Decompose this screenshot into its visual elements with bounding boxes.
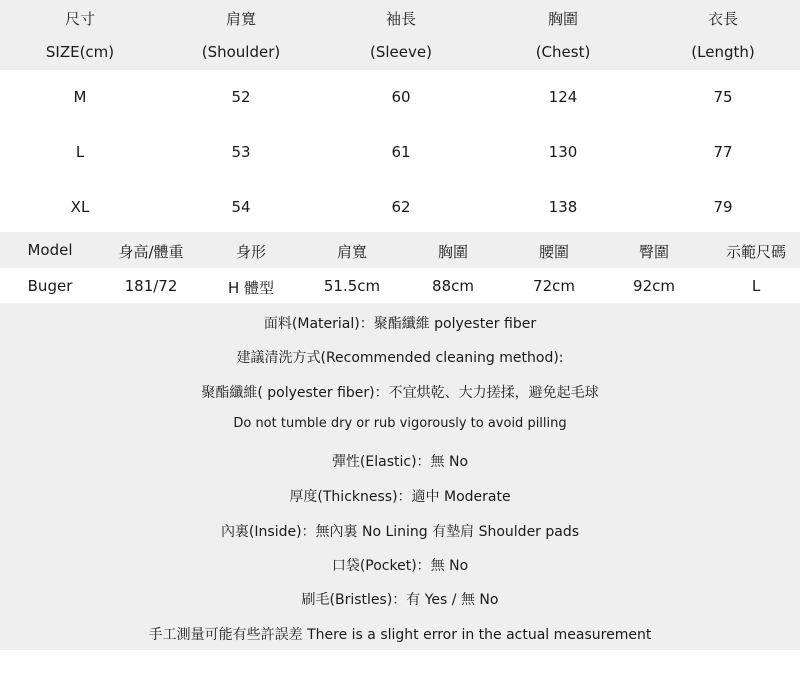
cell-shoulder: 52 bbox=[231, 88, 251, 106]
header-size-cn: 尺寸 bbox=[64, 10, 96, 28]
cell-chest: 138 bbox=[548, 198, 578, 216]
header-model: Model bbox=[27, 241, 73, 259]
size-table-header bbox=[0, 0, 800, 70]
header-body-type: 身形 bbox=[235, 243, 267, 261]
cell-size: XL bbox=[70, 198, 90, 216]
bristles-note: 刷毛(Bristles)：有 Yes / 無 No bbox=[301, 592, 499, 608]
cell-chest: 130 bbox=[548, 143, 578, 161]
header-shoulder-cn: 肩寬 bbox=[225, 10, 257, 28]
cell-length: 77 bbox=[713, 143, 733, 161]
cell-sleeve: 60 bbox=[391, 88, 411, 106]
cell-length: 79 bbox=[713, 198, 733, 216]
header-sleeve-cn: 袖長 bbox=[385, 10, 417, 28]
model-table-header bbox=[0, 232, 800, 268]
cell-chest: 88cm bbox=[432, 277, 474, 295]
header-shoulder: 肩寬 bbox=[336, 243, 368, 261]
cell-demo-size: L bbox=[751, 277, 761, 295]
cell-size: M bbox=[73, 88, 87, 106]
header-chest: 胸圍 bbox=[437, 243, 469, 261]
header-length-en: (Length) bbox=[691, 43, 755, 61]
cell-shoulder: 51.5cm bbox=[323, 277, 381, 295]
cleaning-method-heading: 建議清洗方式(Recommended cleaning method): bbox=[236, 350, 564, 366]
cell-height-weight: 181/72 bbox=[124, 277, 178, 295]
header-demo-size: 示範尺碼 bbox=[725, 243, 787, 261]
model-table-row bbox=[0, 268, 800, 303]
cell-sleeve: 61 bbox=[391, 143, 411, 161]
inside-note: 內裏(Inside)：無內裏 No Lining 有墊肩 Shoulder pads bbox=[220, 524, 580, 540]
product-notes bbox=[0, 303, 800, 650]
cell-shoulder: 54 bbox=[231, 198, 251, 216]
cleaning-instruction-cn: 聚酯纖維( polyester fiber)：不宜烘乾、大力搓揉，避免起毛球 bbox=[201, 385, 599, 401]
cell-waist: 72cm bbox=[533, 277, 575, 295]
cell-size: L bbox=[75, 143, 85, 161]
cell-hip: 92cm bbox=[633, 277, 675, 295]
cell-length: 75 bbox=[713, 88, 733, 106]
measurement-error-note: 手工測量可能有些許誤差 There is a slight error in the actual measurement bbox=[148, 627, 652, 643]
header-size-en: SIZE(cm) bbox=[45, 43, 115, 61]
thickness-note: 厚度(Thickness)：適中 Moderate bbox=[289, 489, 511, 505]
cleaning-instruction-en: Do not tumble dry or rub vigorously to avoid pilling bbox=[233, 416, 567, 431]
header-chest-cn: 胸圍 bbox=[547, 10, 579, 28]
header-chest-en: (Chest) bbox=[535, 43, 591, 61]
header-waist: 腰圍 bbox=[538, 243, 570, 261]
header-height-weight: 身高/體重 bbox=[118, 243, 184, 261]
header-shoulder-en: (Shoulder) bbox=[201, 43, 281, 61]
header-hip: 臀圍 bbox=[638, 243, 670, 261]
header-length-cn: 衣長 bbox=[707, 10, 739, 28]
cell-shoulder: 53 bbox=[231, 143, 251, 161]
cell-body-type: H 體型 bbox=[227, 279, 275, 297]
cell-chest: 124 bbox=[548, 88, 578, 106]
size-table-body bbox=[0, 70, 800, 232]
material-note: 面料(Material)：聚酯纖維 polyester fiber bbox=[263, 316, 537, 332]
cell-model-name: Buger bbox=[27, 277, 73, 295]
cell-sleeve: 62 bbox=[391, 198, 411, 216]
pocket-note: 口袋(Pocket)：無 No bbox=[331, 558, 469, 574]
header-sleeve-en: (Sleeve) bbox=[370, 43, 432, 61]
elastic-note: 彈性(Elastic)：無 No bbox=[331, 454, 469, 470]
